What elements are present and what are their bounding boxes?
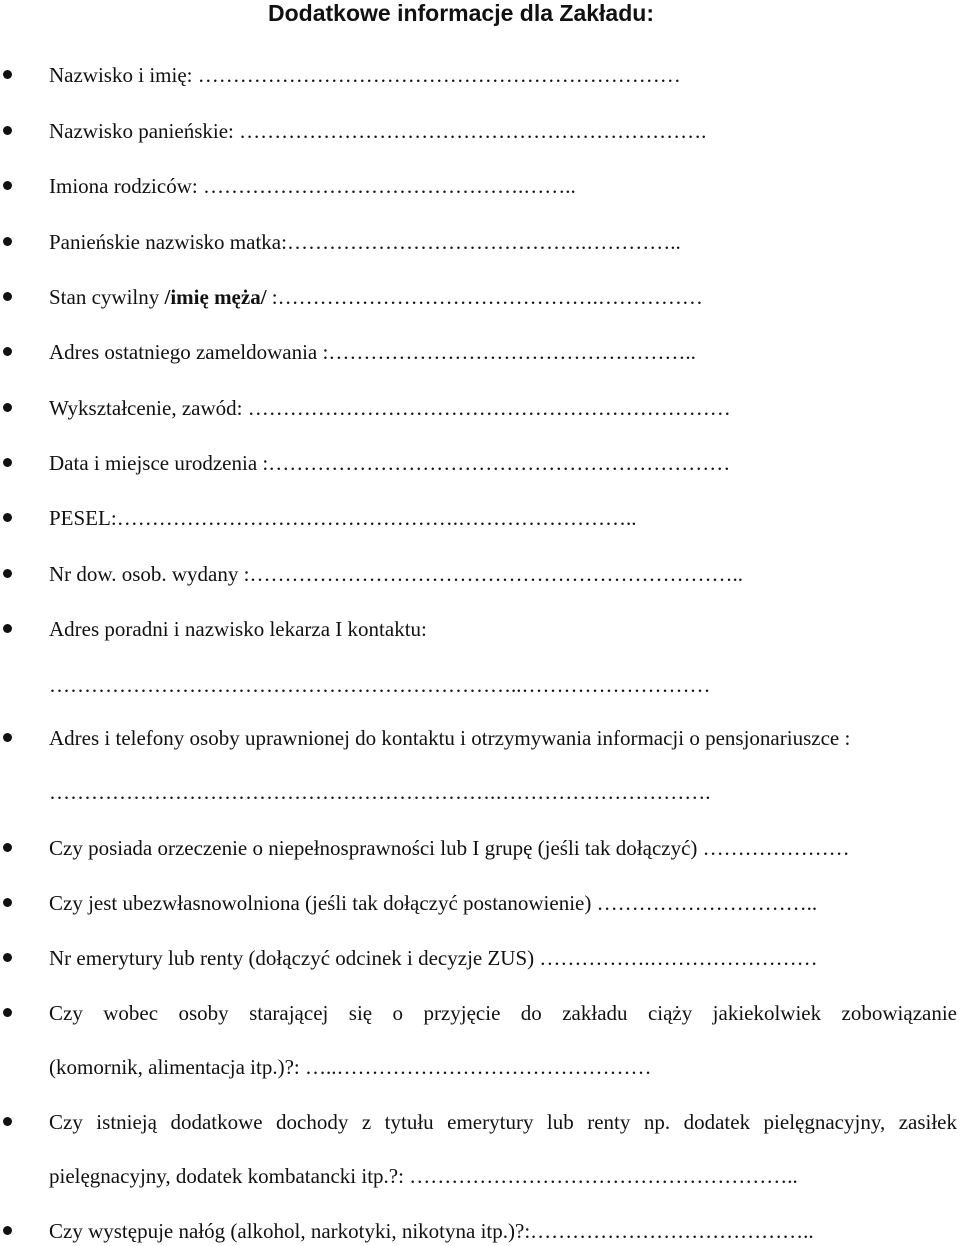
bullet-icon [3,569,12,578]
field-clinic-doctor-line[interactable] [0,670,960,700]
field-fill-line[interactable]: ………………………….. [591,891,818,915]
field-mother-maiden-name[interactable] [0,227,960,257]
field-marital-status[interactable] [0,282,960,312]
bullet-icon [3,181,12,190]
field-label: pielęgnacyjny, dodatek kombatancki itp.?: [49,1164,404,1188]
bullet-icon [3,953,12,962]
field-label: Nr dow. osob. wydany : [49,562,250,586]
field-label: Wykształcenie, zawód: [49,396,243,420]
field-incapacitation[interactable] [0,888,960,918]
field-fill-line[interactable]: …………………………………………………………….. [249,562,743,586]
bullet-icon [3,403,12,412]
bullet-icon [3,237,12,246]
field-label: Adres i telefony osoby uprawnionej do kontaktu i otrzymywania informacji o pensjonariuszce : [49,726,851,750]
bullet-icon [3,70,12,79]
bullet-icon [3,898,12,907]
field-pesel[interactable] [0,503,960,533]
field-contact-person-line[interactable] [0,777,960,807]
field-label: PESEL: [49,506,117,530]
field-birth-date-place[interactable] [0,448,960,478]
field-id-card[interactable] [0,559,960,589]
field-label: Nazwisko i imię: [49,63,193,87]
field-fill-line[interactable]: …………………………………………………………. [233,119,707,143]
bullet-icon [3,458,12,467]
field-fill-line[interactable]: …………….…………………… [534,946,818,970]
field-fill-line[interactable]: …………………………………………………………… [192,63,681,87]
field-label: Czy istnieją dodatkowe dochody z tytułu emerytury lub renty np. dodatek pielęgnacyjny, zasiłek [49,1110,957,1134]
bullet-icon [3,733,12,742]
field-surname-name[interactable] [0,60,960,90]
field-fill-line[interactable]: ………………………………………….…………………….. [116,506,637,530]
field-education-profession[interactable] [0,393,960,423]
field-fill-line[interactable]: ………………………………….. [530,1219,814,1243]
bullet-icon [3,1008,12,1017]
field-addiction[interactable] [0,1216,960,1246]
field-label-bold: /imię męża/ [164,285,267,309]
field-label: Adres poradni i nazwisko lekarza I kontaktu: [49,617,427,641]
bullet-icon [3,292,12,301]
field-fill-line[interactable]: :……………………………………….…………… [266,285,703,309]
field-additional-income-line[interactable] [0,1161,960,1191]
field-last-address[interactable] [0,337,960,367]
field-parents-names[interactable] [0,171,960,201]
bullet-icon [3,624,12,633]
field-fill-line[interactable]: …………………………………….………….. [286,230,681,254]
bullet-icon [3,347,12,356]
field-fill-line[interactable]: ………………………………………………………… [268,451,731,475]
field-label: Panieńskie nazwisko matka: [49,230,287,254]
bullet-icon [3,513,12,522]
field-fill-line[interactable]: …………………………………………………………..……………………… [49,673,711,697]
field-label: (komornik, alimentacja itp.)?: [49,1055,300,1079]
field-fill-line[interactable]: ……………………………………………………….…………………………. [49,780,711,804]
field-contact-person [0,723,960,753]
bullet-icon [3,1117,12,1126]
field-additional-income [0,1107,960,1137]
field-label: Czy wobec osoby starającej się o przyjęcie do zakładu ciąży jakiekolwiek zobowiązanie [49,1001,957,1025]
field-fill-line[interactable]: ……………………………………….…….. [197,174,576,198]
field-label: Czy posiada orzeczenie o niepełnosprawności lub I grupę (jeśli tak dołączyć) [49,836,698,860]
field-obligations [0,998,960,1028]
field-label: Nazwisko panieńskie: [49,119,234,143]
field-label: Czy występuje nałóg (alkohol, narkotyki, nikotyna itp.)?: [49,1219,531,1243]
field-maiden-name[interactable] [0,116,960,146]
field-clinic-doctor [0,614,960,644]
field-fill-line[interactable]: …………………………………………….. [328,340,696,364]
field-fill-line[interactable]: …………………………………………………………… [242,396,731,420]
field-obligations-line[interactable] [0,1052,960,1082]
field-label: Imiona rodziców: [49,174,198,198]
bullet-icon [3,126,12,135]
field-label: Czy jest ubezwłasnowolniona (jeśli tak dołączyć postanowienie) [49,891,592,915]
field-label: Data i miejsce urodzenia : [49,451,269,475]
field-label: Adres ostatniego zameldowania : [49,340,329,364]
bullet-icon [3,843,12,852]
field-label: Nr emerytury lub renty (dołączyć odcinek i decyzje ZUS) [49,946,535,970]
field-fill-line[interactable]: ……………………………………………….. [403,1164,798,1188]
field-fill-line[interactable]: …..……………………………………… [299,1055,652,1079]
field-pension-number[interactable] [0,943,960,973]
field-fill-line[interactable]: ………………… [697,836,850,860]
form-title: Dodatkowe informacje dla Zakładu: [268,0,654,26]
field-disability-certificate[interactable] [0,833,960,863]
field-label: Stan cywilny [49,285,165,309]
bullet-icon [3,1226,12,1235]
